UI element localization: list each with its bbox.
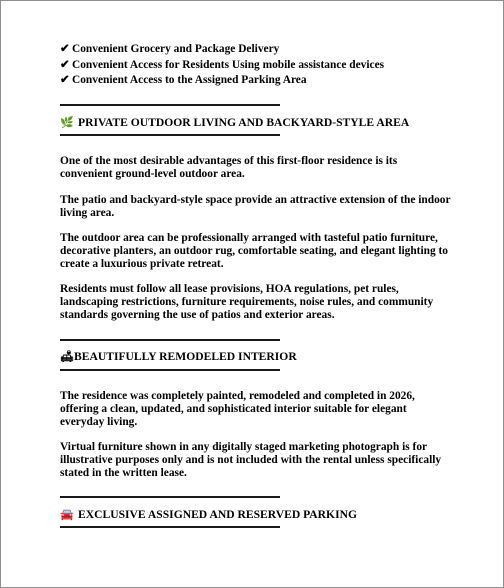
- section-divider: [60, 369, 280, 371]
- section-divider: [60, 339, 280, 341]
- section-title: BEAUTIFULLY REMODELED INTERIOR: [74, 350, 297, 363]
- section-heading-outdoor: [60, 116, 460, 130]
- checklist-item: [60, 59, 460, 75]
- paragraph: Virtual furniture shown in any digitally staged marketing photograph is for illustrative purposes only and is not included with the rental unless specifically stated in the written lease.: [60, 441, 442, 479]
- checklist-item-text: Convenient Grocery and Package Delivery: [72, 43, 280, 55]
- car-icon: 🚘: [60, 509, 74, 521]
- check-mark-icon: ✔: [60, 43, 70, 55]
- paragraph: The outdoor area can be professionally arranged with tasteful patio furniture, decorative planters, an outdoor rug, comfortable seating, and elegant lighting to create a luxurious private retreat.: [60, 232, 448, 270]
- section-divider: [60, 496, 280, 498]
- section-heading-parking: [60, 508, 460, 522]
- sofa-icon: 🛋: [60, 351, 74, 363]
- section-heading-interior: [60, 350, 460, 364]
- check-mark-icon: ✔: [60, 74, 70, 86]
- section-divider: [60, 526, 280, 528]
- feature-checklist: [60, 43, 460, 90]
- paragraph: Residents must follow all lease provisions, HOA regulations, pet rules, landscaping restrictions, furniture requirements, noise rules, and community standards governing the use of patios and exterior areas.: [60, 283, 434, 321]
- checklist-item-text: Convenient Access for Residents Using mobile assistance devices: [72, 58, 385, 71]
- check-mark-icon: ✔: [60, 58, 70, 71]
- section-title: EXCLUSIVE ASSIGNED AND RESERVED PARKING: [78, 508, 357, 521]
- section-divider: [60, 104, 280, 106]
- checklist-item: [60, 74, 460, 90]
- section-title: PRIVATE OUTDOOR LIVING AND BACKYARD-STYLE AREA: [78, 116, 410, 129]
- paragraph: The residence was completely painted, remodeled and completed in 2026, offering a clean, updated, and sophisticated interior suitable for elegant everyday living.: [60, 390, 415, 428]
- section-divider: [60, 134, 280, 136]
- plant-icon: 🌿: [60, 117, 74, 129]
- paragraph: The patio and backyard-style space provide an attractive extension of the indoor living area.: [60, 194, 451, 219]
- paragraph: One of the most desirable advantages of this first-floor residence is its convenient ground-level outdoor area.: [60, 155, 398, 180]
- checklist-item: [60, 43, 460, 59]
- checklist-item-text: Convenient Access to the Assigned Parking Area: [72, 74, 307, 86]
